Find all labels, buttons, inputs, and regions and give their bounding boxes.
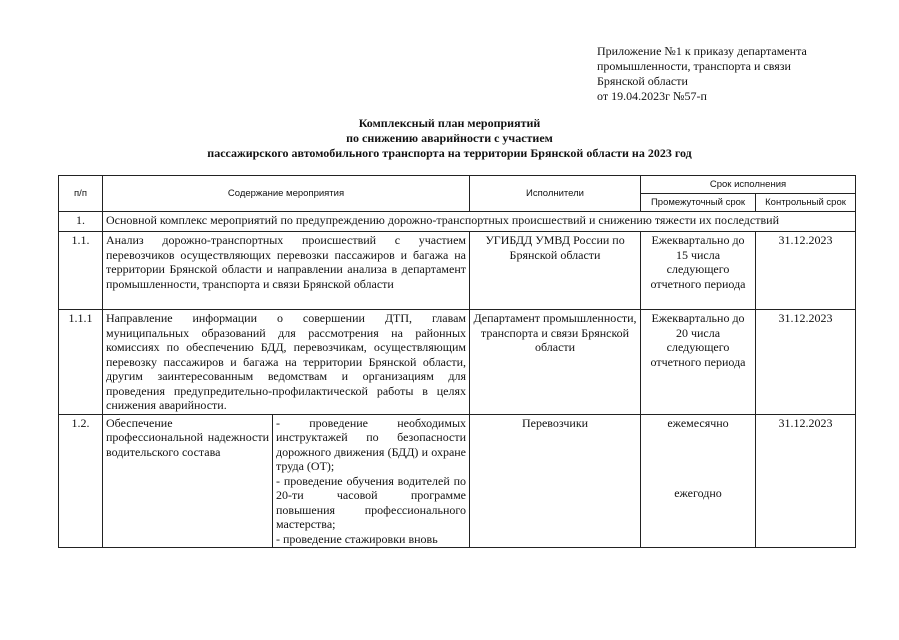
table-row [59, 310, 856, 415]
header-control: Контрольный срок [756, 194, 856, 212]
header-interim: Промежуточный срок [641, 194, 756, 212]
row-control: 31.12.2023 [756, 414, 856, 548]
header-content: Содержание мероприятия [103, 176, 470, 212]
table-row [59, 232, 856, 310]
row-executor: УГИБДД УМВД России по Брянской области [470, 232, 641, 310]
section-title: Основной комплекс мероприятий по предупреждению дорожно-транспортных происшествий и снижению тяжести их последствий [103, 212, 856, 232]
sub-item: - проведение необходимых инструктажей по безопасности дорожного движения (БДД) и охране труда (ОТ); [276, 415, 467, 473]
row-executor: Департамент промышленности, транспорта и связи Брянской области [470, 310, 641, 415]
title-line: по снижению аварийности с участием [346, 131, 553, 145]
row-num: 1.2. [59, 414, 103, 548]
sub-item: - проведение стажировки вновь [276, 531, 438, 546]
row-interim: Ежеквартально до 20 числа следующего отчетного периода [641, 310, 756, 415]
appendix-line: Брянской области [597, 74, 688, 88]
title-line: Комплексный план мероприятий [358, 116, 541, 130]
header-deadline: Срок исполнения [641, 176, 856, 194]
row-num: 1.1.1 [59, 310, 103, 415]
title-line: пассажирского автомобильного транспорта на территории Брянской области на 2023 год [207, 146, 692, 160]
plan-table [58, 175, 856, 548]
section-row [59, 212, 856, 232]
row-content: Анализ дорожно-транспортных происшествий с участием перевозчиков осуществляющих перевозки пассажиров и багажа на территории Брянской области и направлении анализа в департамент промышленности, транспорта и связи Брянской области [103, 232, 470, 310]
table-row [59, 414, 856, 548]
row-content-left: Обеспечение профессиональной надежности водительского состава [103, 414, 273, 548]
document-title [0, 116, 899, 161]
header-executors: Исполнители [470, 176, 641, 212]
row-content: Направление информации о совершении ДТП, главам муниципальных образований для рассмотрения на районных комиссиях по обеспечению БДД, перевозчикам, осуществляющим перевозку пассажиров и багажа на территории Брянской области, другим заинтересованным ведомствам и организациям для проведения предупредительно-профилактической работы в целях снижения аварийности. [103, 310, 470, 415]
appendix-note [597, 44, 807, 104]
section-num: 1. [59, 212, 103, 232]
row-num: 1.1. [59, 232, 103, 310]
row-content-subitems [273, 414, 470, 548]
appendix-line: Приложение №1 к приказу департамента [597, 44, 807, 58]
appendix-line: промышленности, транспорта и связи [597, 59, 791, 73]
row-interim-cell [641, 414, 756, 548]
sub-item: - проведение обучения водителей по 20-ти часовой программе повышения профессионального мастерства; [276, 473, 467, 531]
row-interim: ежемесячно [667, 415, 729, 430]
row-executor: Перевозчики [470, 414, 641, 548]
row-interim: ежегодно [674, 486, 722, 500]
row-interim: Ежеквартально до 15 числа следующего отчетного периода [641, 232, 756, 310]
row-control: 31.12.2023 [756, 310, 856, 415]
table-header-row [59, 176, 856, 194]
appendix-line: от 19.04.2023г №57-п [597, 89, 707, 103]
header-num: п/п [59, 176, 103, 212]
row-control: 31.12.2023 [756, 232, 856, 310]
